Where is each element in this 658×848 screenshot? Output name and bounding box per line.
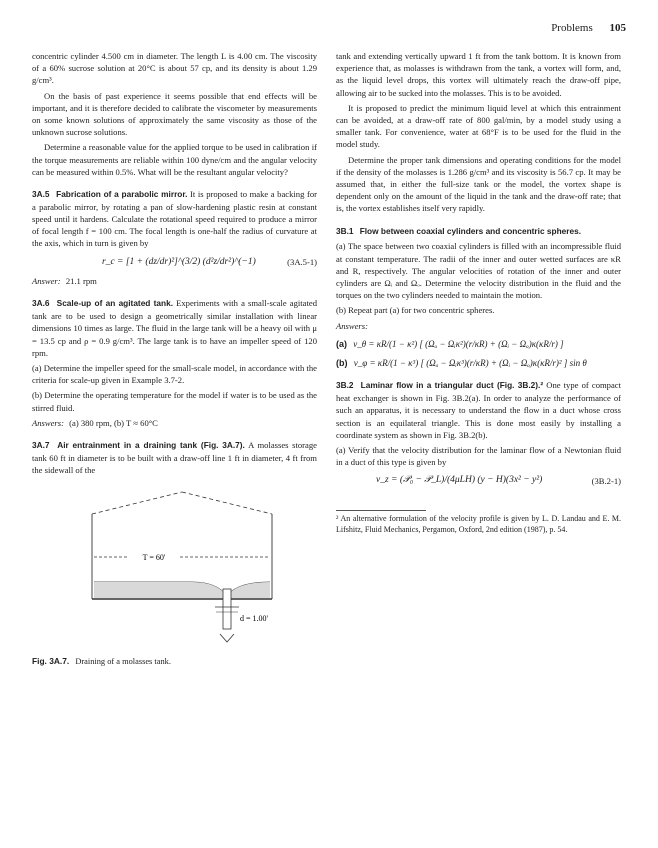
problem-3a5 xyxy=(32,188,317,287)
problem-text: A molasses storage tank 60 ft in diameter is to be built with a draw-off line 1 ft in diameter, 4 ft from the sidewall of the xyxy=(32,439,317,475)
part-a: (a) Verify that the velocity distribution for the laminar flow of a Newtonian fluid in a duct of this type is given by xyxy=(336,444,621,468)
problem-number: 3A.7 xyxy=(32,439,50,450)
section-title: Problems xyxy=(551,22,593,34)
tank-diagram xyxy=(32,484,317,649)
tank-roof-left xyxy=(92,492,182,514)
problem-3a7 xyxy=(32,439,317,476)
paragraph: concentric cylinder 4.500 cm in diameter. The length L is 4.00 cm. The viscosity of a 60% sucrose solution at 20°C is about 57 cp, and its density is about 1.29 g/cm³. xyxy=(32,51,317,86)
answer-b-expression: v_φ = κR/(1 − κ³) [ (Ωₒ − Ωᵢκ³)(r/κR) + (Ωᵢ − Ωₒ)κ(κR/r)² ] sin θ xyxy=(353,357,587,368)
problem-number: 3B.1 xyxy=(336,225,354,236)
problem-title: Air entrainment in a draining tank (Fig. 3A.7). xyxy=(57,439,245,450)
paragraph: Determine the proper tank dimensions and operating conditions for the model if the density of the molasses is 1.286 g/cm³ and its viscosity is 56.7 cp. It may be assumed that, in either the full-size tank or the model, the vortex shape is dependent only on the amount of the liquid in the tank and the draw-off rate; that is, the vortex establishes itself very rapidly. xyxy=(336,154,621,214)
part-b: (b) Determine the operating temperature for the model if water is to be used as the stirred fluid. xyxy=(32,390,317,413)
footnote-rule xyxy=(336,510,426,511)
paragraph: Determine a reasonable value for the applied torque to be used in calibration if the torque measurements are reliable within 100 dyne/cm and the angular velocity can be measured within 0.5%. What will be the resultant angular velocity? xyxy=(32,142,317,177)
answers-label: Answers: xyxy=(336,320,368,331)
problem-3b1 xyxy=(336,225,621,370)
answer-a-expression: v_θ = κR/(1 − κ²) [ (Ωₒ − Ωᵢκ²)(r/κR) + (Ωᵢ − Ωₒ)κ(κR/r) ] xyxy=(353,338,564,349)
page-number: 105 xyxy=(609,22,626,34)
problem-3b2 xyxy=(336,379,621,487)
problem-text: One type of compact heat exchanger is shown in Fig. 3B.2(a). In order to analyze the performance of such an apparatus, it is necessary to understand the flow in a duct whose cross section is an equilateral triangle. This is done most easily by installing a coordinate system as shown in Fig. 3B.2(b). xyxy=(336,380,621,440)
part-b: (b) Repeat part (a) for two concentric spheres. xyxy=(336,305,495,316)
problem-title: Laminar flow in a triangular duct (Fig. 3B.2).² xyxy=(360,380,544,391)
equation-3a5-1 xyxy=(32,256,317,269)
answer-b-equation xyxy=(336,357,621,370)
flow-arrow xyxy=(220,634,234,642)
equation-number: (3A.5-1) xyxy=(287,257,317,268)
answer-label: Answer: xyxy=(32,276,61,287)
problem-text: It is proposed to make a backing for a parabolic mirror, by rotating a pan of slow-hardening plastic resin at constant speed until it hardens. Calculate the rotational speed required to produce a mirror of focal length f = 100 cm. The focal length is one-half the radius of curvature at the axis, which in turn is given by xyxy=(32,189,317,249)
figure-3a7 xyxy=(32,484,317,654)
paragraph: On the basis of past experience it seems possible that end effects will be important, and it is therefore decided to calibrate the viscometer by measurements on some known solutions of approximately the same viscosity as those of the unknown sucrose solutions. xyxy=(32,90,317,138)
paragraph: It is proposed to predict the minimum liquid level at which this entrainment can be avoided, at a draw-off rate of 800 gal/min, by a model study using a smaller tank. For convenience, water at 68°F is to be used for the fluid in the model study. xyxy=(336,102,621,150)
figure-caption xyxy=(32,656,317,668)
molasses-fill xyxy=(94,582,270,598)
footnote: ² An alternative formulation of the velocity profile is given by L. D. Landau and E. M. Lifshitz, Fluid Mechanics, Pergamon, Oxford, 2nd edition (1987), p. 54. xyxy=(336,513,621,534)
diameter-label: T = 60' xyxy=(142,553,166,563)
draw-off-pipe xyxy=(223,589,231,629)
caption-number: Fig. 3A.7. xyxy=(32,656,70,667)
part-a: (a) The space between two coaxial cylinders is filled with an incompressible fluid at constant temperature. The radii of the inner and outer wetted surfaces are κR and R, respectively. The angular velocities of rotation of the inner and outer cylinders are Ωᵢ and Ωₒ. Determine the velocity distribution in the fluid and the torques on the two cylinders needed to maintain the motion. xyxy=(336,241,621,301)
right-column xyxy=(336,50,621,538)
problem-number: 3A.6 xyxy=(32,298,50,309)
paragraph: tank and extending vertically upward 1 ft from the tank bottom. It is known from experience that, as molasses is withdrawn from the tank, a vortex will form, and, as the liquid level drops, this vortex will ultimately reach the draw-off pipe, allowing air to be sucked into the molasses. This is to be avoided. xyxy=(336,51,621,98)
tank-roof-right xyxy=(182,492,272,514)
answer-a-label: (a) xyxy=(336,338,347,349)
problem-3a6 xyxy=(32,297,317,429)
equation-expression: v_z = (𝒫₀ − 𝒫_L)/(4μLH) (y − H)(3x² − y²) xyxy=(376,475,543,486)
problem-number: 3A.5 xyxy=(32,189,50,200)
problem-number: 3B.2 xyxy=(336,380,354,391)
equation-3b2-1 xyxy=(336,474,621,487)
problem-title: Fabrication of a parabolic mirror. xyxy=(56,189,188,200)
caption-text: Draining of a molasses tank. xyxy=(75,657,171,667)
answer-label: Answers: xyxy=(32,417,64,428)
left-column xyxy=(32,50,317,668)
answer-b-label: (b) xyxy=(336,357,348,368)
pipe-diameter-label: d = 1.00' xyxy=(240,614,268,624)
answer-value: 21.1 rpm xyxy=(65,276,97,287)
equation-number: (3B.2-1) xyxy=(591,476,621,487)
problem-text: Experiments with a small-scale agitated tank are to be used to design a geometrically similar installation with linear dimensions 10 times as large. The fluid in the large tank will be a heavy oil with μ = 13.5 cp and ρ = 0.9 g/cm³. The large tank is to have an impeller speed of 120 rpm. xyxy=(32,298,317,358)
part-a: (a) Determine the impeller speed for the small-scale model, in accordance with the criteria for scale-up given in Example 3.7-2. xyxy=(32,362,317,386)
problem-title: Flow between coaxial cylinders and concentric spheres. xyxy=(359,225,582,236)
answer-a-equation xyxy=(336,338,621,351)
problem-title: Scale-up of an agitated tank. xyxy=(56,298,174,309)
equation-expression: r_c = [1 + (dz/dr)²]^(3/2) (d²z/dr²)^(−1) xyxy=(102,256,256,267)
page-header xyxy=(551,22,626,34)
answer-value: (a) 380 rpm, (b) T ≈ 60°C xyxy=(69,417,158,428)
